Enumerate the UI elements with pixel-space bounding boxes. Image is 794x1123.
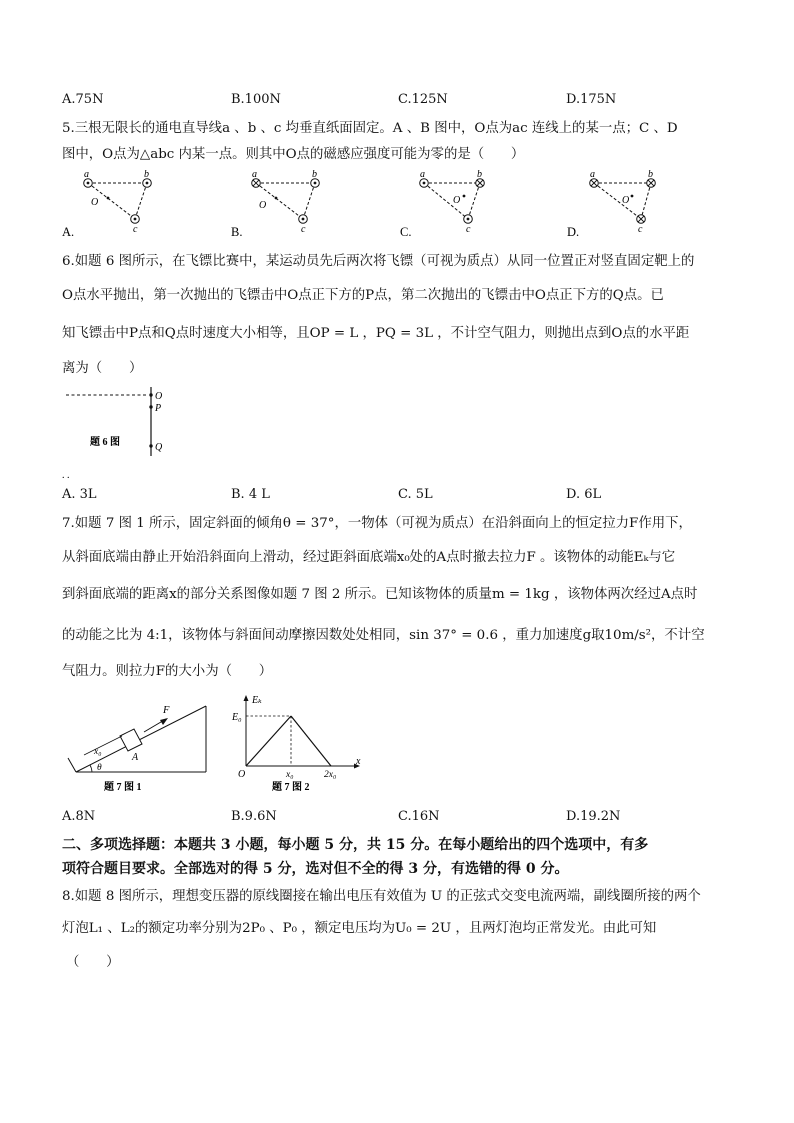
svg-text:x₀: x₀ <box>286 770 294 780</box>
svg-text:x: x <box>356 756 361 767</box>
svg-text:O: O <box>622 195 630 206</box>
svg-text:2x₀: 2x₀ <box>324 770 337 780</box>
q5-label-b: B. <box>231 225 243 239</box>
q6-option-a: A. 3L <box>62 487 97 502</box>
q6-line-3: 知飞镖击中P点和Q点时速度大小相等，且OP = L ，PQ = 3L ，不计空气阻力，则抛出点到O点的水平距 <box>62 326 690 341</box>
q6-line-4: 离为（ ） <box>62 361 143 376</box>
q4-option-c: C.125N <box>398 92 448 107</box>
q7-line-5: 气阻力。则拉力F的大小为（ ） <box>62 664 273 679</box>
q7-figure-1 <box>64 698 214 798</box>
svg-text:b: b <box>477 170 482 180</box>
q6-option-d: D. 6L <box>566 487 602 502</box>
q5-label-c: C. <box>400 225 412 239</box>
q4-option-d: D.175N <box>566 92 617 107</box>
q6-option-c: C. 5L <box>398 487 433 502</box>
svg-text:c: c <box>133 224 138 235</box>
q5-label-a: A. <box>62 225 75 239</box>
q5-line-1: 5.三根无限长的通电直导线a 、b 、c 均垂直纸面固定。A 、B 图中，O点为ac 连线上的某一点；C 、D <box>62 121 678 136</box>
svg-text:Eₖ: Eₖ <box>252 695 262 706</box>
q7-line-2: 从斜面底端由静止开始沿斜面向上滑动，经过距斜面底端x₀处的A点时撤去拉力F 。该物体的动能Eₖ与它 <box>62 550 676 565</box>
q4-option-b: B.100N <box>231 92 281 107</box>
svg-text:θ: θ <box>97 763 102 773</box>
q6-figure <box>60 384 180 480</box>
svg-text:O: O <box>238 769 246 780</box>
svg-text:E₀: E₀ <box>232 712 242 723</box>
svg-text:. .: . . <box>62 470 70 480</box>
q7-option-a: A.8N <box>62 809 96 824</box>
q5-panel-b <box>231 170 319 239</box>
q5-panel-c <box>400 170 484 239</box>
q8-line-3: （ ） <box>66 955 120 970</box>
q5-panel-a <box>62 170 151 239</box>
q8-line-2: 灯泡L₁ 、L₂的额定功率分别为2P₀ 、P₀ ，额定电压均为U₀ = 2U ，且两灯泡均正常发光。由此可知 <box>62 921 657 936</box>
svg-text:O: O <box>259 200 267 211</box>
svg-text:A: A <box>132 752 139 763</box>
q7-figure-2 <box>228 692 368 798</box>
svg-text:O: O <box>155 391 163 402</box>
svg-text:c: c <box>638 224 643 235</box>
q7-line-3: 到斜面底端的距离x的部分关系图像如题 7 图 2 所示。已知该物体的质量m = 1kg ，该物体两次经过A点时 <box>62 587 698 602</box>
q6-line-2: O点水平抛出，第一次抛出的飞镖击中O点正下方的P点，第二次抛出的飞镖击中O点正下方的Q点。已 <box>62 288 664 303</box>
q7-caption-1: 题 7 图 1 <box>104 782 142 793</box>
q6-line-1: 6.如题 6 图所示，在飞镖比赛中，某运动员先后两次将飞镖（可视为质点）从同一位置正对竖直固定靶上的 <box>62 254 695 269</box>
q6-option-b: B. 4 L <box>231 487 270 502</box>
q7-line-1: 7.如题 7 图 1 所示，固定斜面的倾角θ = 37°，一物体（可视为质点）在沿斜面向上的恒定拉力F作用下， <box>62 516 692 531</box>
svg-text:a: a <box>420 170 425 180</box>
q7-line-4: 的动能之比为 4:1，该物体与斜面间动摩擦因数处处相同，sin 37° = 0.6 ，重力加速度g取10m/s²，不计空 <box>62 628 705 643</box>
svg-text:x₀: x₀ <box>94 747 102 757</box>
q5-figures <box>60 170 740 242</box>
q7-option-b: B.9.6N <box>231 809 277 824</box>
svg-text:P: P <box>155 403 162 414</box>
section2-heading-1: 二、多项选择题：本题共 3 小题，每小题 5 分，共 15 分。在每小题给出的四个选项中，有多 <box>62 837 649 853</box>
q7-option-d: D.19.2N <box>566 809 621 824</box>
svg-text:a: a <box>84 170 89 180</box>
svg-text:O: O <box>91 197 99 208</box>
q7-option-c: C.16N <box>398 809 440 824</box>
svg-text:F: F <box>163 705 170 716</box>
svg-text:O: O <box>453 195 461 206</box>
svg-text:Q: Q <box>155 442 163 453</box>
q5-label-d: D. <box>567 225 580 239</box>
svg-text:b: b <box>312 170 317 180</box>
q6-caption: 题 6 图 <box>90 437 120 448</box>
section2-heading-2: 项符合题目要求。全部选对的得 5 分，选对但不全的得 3 分，有选错的得 0 分。 <box>62 861 569 877</box>
svg-text:b: b <box>144 170 149 180</box>
svg-text:a: a <box>590 170 595 180</box>
q4-option-a: A.75N <box>62 92 104 107</box>
svg-text:a: a <box>252 170 257 180</box>
svg-text:c: c <box>466 224 471 235</box>
q8-line-1: 8.如题 8 图所示，理想变压器的原线圈接在输出电压有效值为 U 的正弦式交变电流两端，副线圈所接的两个 <box>62 889 701 904</box>
q5-panel-d <box>567 170 655 239</box>
svg-text:b: b <box>648 170 653 180</box>
q5-line-2: 图中，O点为△abc 内某一点。则其中O点的磁感应强度可能为零的是（ ） <box>62 147 525 162</box>
svg-text:c: c <box>301 224 306 235</box>
q7-caption-2: 题 7 图 2 <box>272 782 310 793</box>
